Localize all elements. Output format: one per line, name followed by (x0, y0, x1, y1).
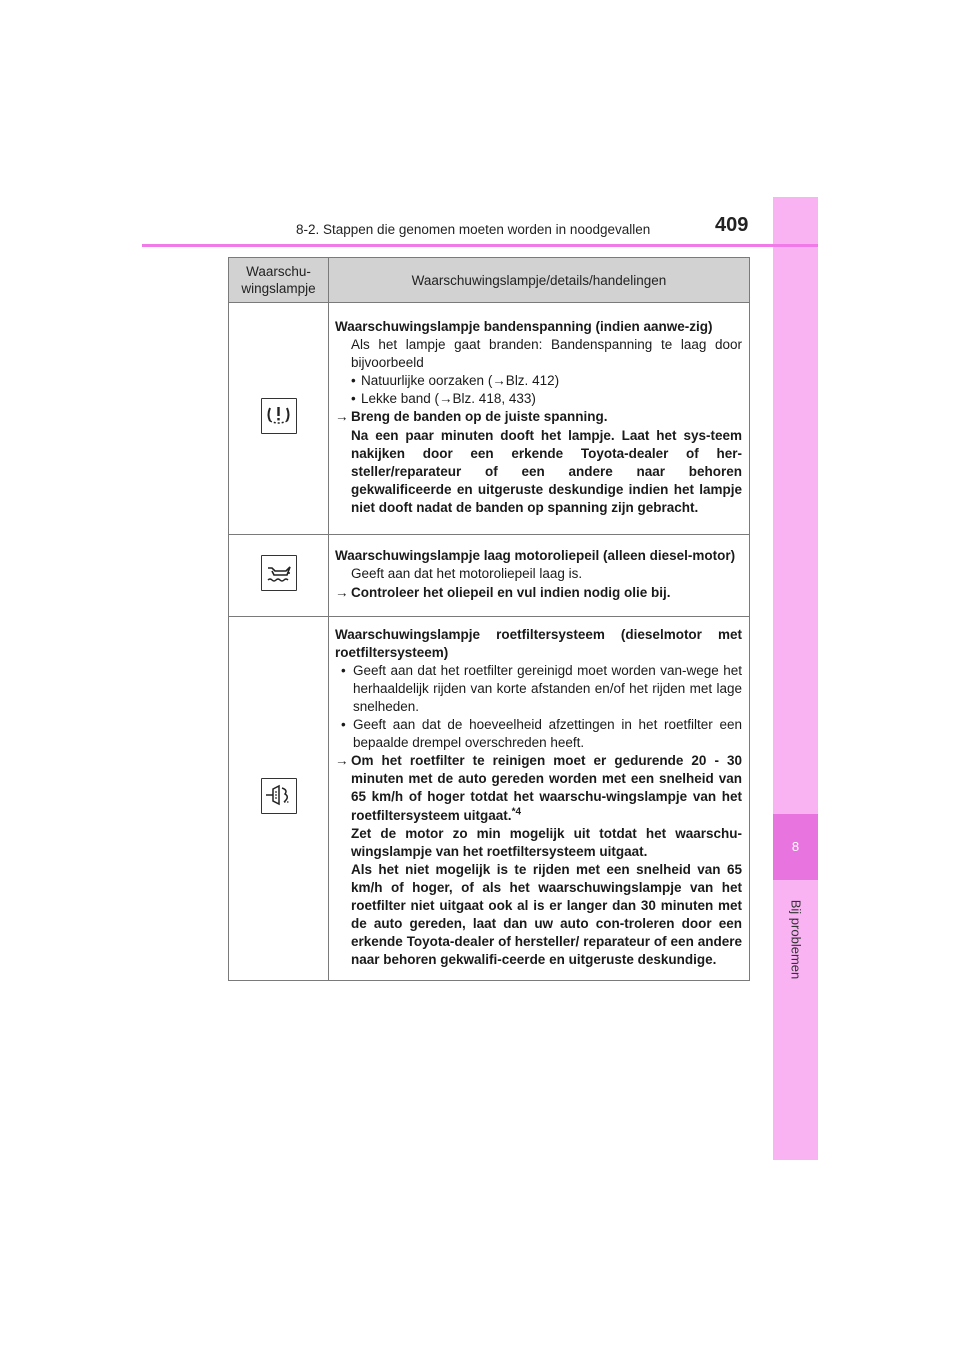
row-heading: Waarschuwingslampje bandenspanning (indien aanwe-zig) (335, 318, 713, 334)
row-intro: Geeft aan dat het motoroliepeil laag is. (351, 566, 583, 582)
arrow-right-icon: → (335, 753, 349, 769)
warning-light-table (228, 257, 750, 981)
chapter-label-text: Bij problemen (788, 899, 803, 979)
row-action: → Breng de banden op de juiste spanning. (335, 408, 742, 426)
chapter-label (773, 884, 818, 994)
icon-cell (229, 617, 329, 981)
list-item: • Geeft aan dat het roetfilter gereinigd moet worden van-wege het herhaaldelijk rijden van korte afstanden en/of het rijden met lage snelheden. (341, 662, 742, 714)
arrow-right-icon: → (335, 584, 349, 600)
table-header-icon-col: Waarschu- wingslampje (229, 258, 329, 303)
chapter-side-tab (773, 197, 818, 1160)
table-header-row (229, 258, 750, 303)
table-row (229, 535, 750, 617)
row-action: → Controleer het oliepeil en vul indien nodig olie bij. (335, 584, 742, 602)
details-cell (329, 535, 750, 617)
diesel-particulate-filter-warning-icon (261, 778, 297, 814)
row-intro: Als het lampje gaat branden: Bandenspanning te laag door bijvoorbeeld (351, 337, 742, 371)
row-heading: Waarschuwingslampje laag motoroliepeil (alleen diesel-motor) (335, 548, 736, 564)
list-item: • Lekke band (→Blz. 418, 433) (351, 391, 536, 407)
table-header-details-col: Waarschuwingslampje/details/handelingen (329, 258, 750, 303)
page-number: 409 (715, 214, 749, 236)
list-item: • Geeft aan dat de hoeveelheid afzettingen in het roetfilter een bepaalde drempel overschreden heeft. (341, 717, 742, 751)
arrow-right-icon: → (335, 409, 349, 425)
row-action-detail: Als het niet mogelijk is te rijden met een snelheid van 65 km/h of hoger, of als het waarschuwingslampje van het roetfilter niet uitgaat ook al is er langer dan 30 minuten met de auto gereden, laat dan uw auto con-troleren door een erkende Toyota-dealer of hersteller/ reparateur of een andere naar behoren gekwalifi-ceerde en uitgeruste deskundige. (351, 861, 742, 968)
row-heading: Waarschuwingslampje roetfiltersysteem (dieselmotor met roetfiltersysteem) (335, 626, 742, 660)
chapter-number: 8 (773, 814, 818, 880)
icon-cell (229, 535, 329, 617)
tire-pressure-warning-icon (261, 398, 297, 434)
low-oil-level-warning-icon (261, 555, 297, 591)
table-row (229, 303, 750, 535)
list-item: • Natuurlijke oorzaken (→Blz. 412) (351, 373, 560, 389)
section-title: 8-2. Stappen die genomen moeten worden in noodgevallen (296, 222, 651, 237)
footnote-marker: *4 (511, 806, 522, 818)
icon-cell (229, 303, 329, 535)
row-action: → Om het roetfilter te reinigen moet er gedurende 20 - 30 minuten met de auto gereden worden met een snelheid van 65 km/h of hoger totdat het waarschu-wingslampje van het roetfiltersysteem uitgaat.$^{*4}$ (335, 752, 742, 824)
table-row (229, 617, 750, 981)
row-action-detail: Zet de motor zo min mogelijk uit totdat het waarschu-wingslampje van het roetfiltersysteem uitgaat. (351, 825, 742, 859)
header-rule (142, 244, 818, 247)
details-cell (329, 303, 750, 535)
details-cell (329, 617, 750, 981)
row-action-detail: Na een paar minuten dooft het lampje. Laat het sys-teem nakijken door een erkende Toyota-dealer of her-steller/reparateur of een andere naar behoren gekwalificeerde en uitgeruste deskundige indien het lampje niet dooft nadat de banden op spanning zijn gebracht. (351, 427, 742, 515)
